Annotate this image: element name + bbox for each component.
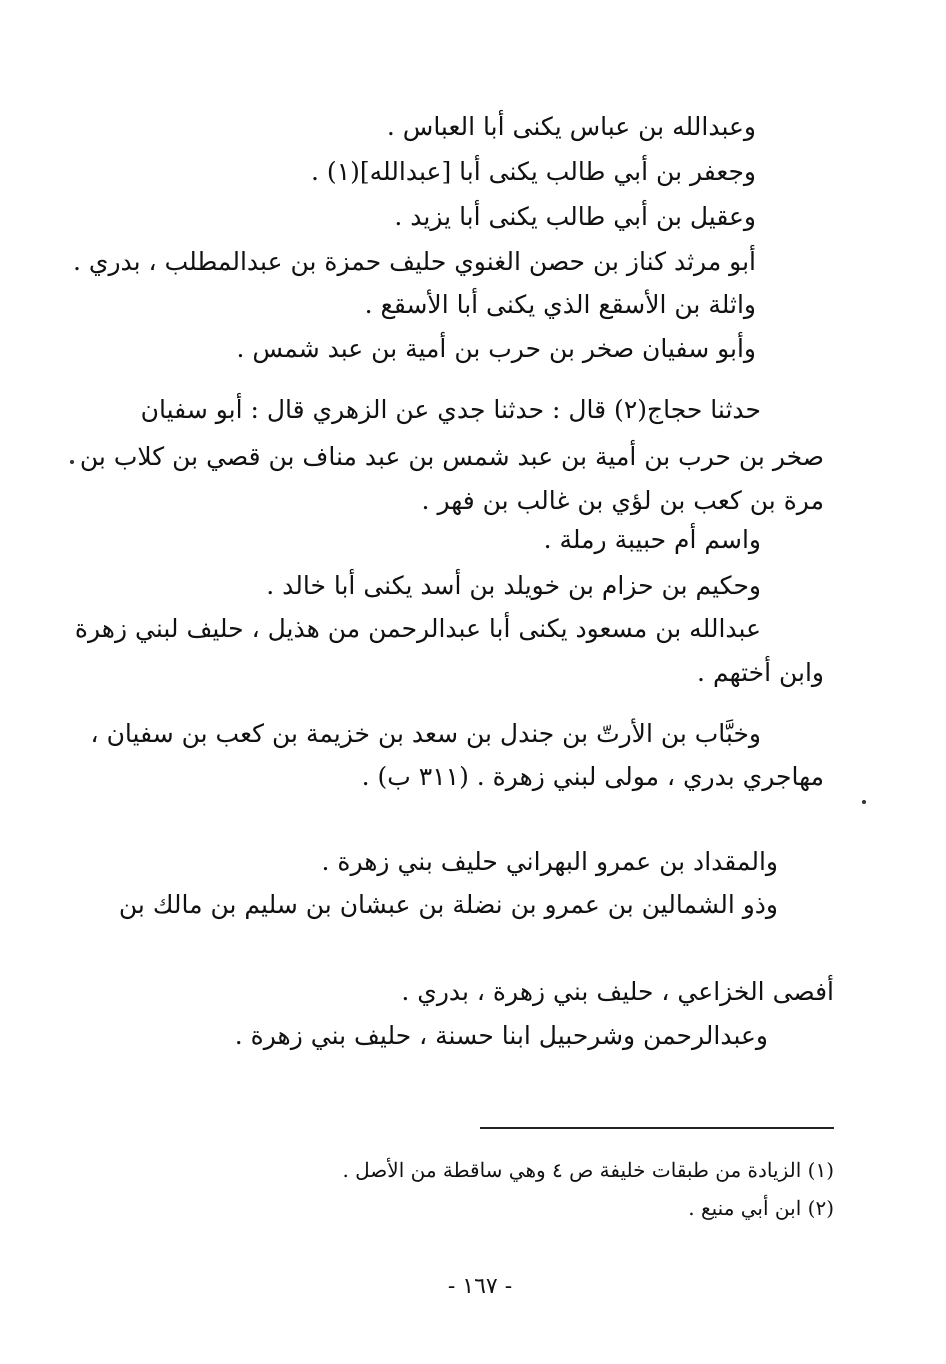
text-line: صخر بن حرب بن أمية بن عبد شمس بن عبد مناف بن قصي بن كلاب بن <box>79 442 824 471</box>
text-line: وعقيل بن أبي طالب يكنى أبا يزيد . <box>394 202 756 231</box>
scan-speck <box>70 460 74 464</box>
page-number: - ١٦٧ - <box>447 1274 513 1299</box>
text-line: والمقداد بن عمرو البهراني حليف بني زهرة . <box>321 847 778 876</box>
text-line: وعبدالرحمن وشرحبيل ابنا حسنة ، حليف بني زهرة . <box>234 1021 768 1050</box>
footnote: (١) الزيادة من طبقات خليفة ص ٤ وهي ساقطة من الأصل . <box>342 1158 834 1182</box>
scan-speck <box>862 800 866 804</box>
text-line: أفصى الخزاعي ، حليف بني زهرة ، بدري . <box>401 977 834 1006</box>
text-line: حدثنا حجاج(٢) قال : حدثنا جدي عن الزهري قال : أبو سفيان <box>140 395 761 424</box>
text-line: مهاجري بدري ، مولى لبني زهرة . (٣١١ ب) . <box>361 762 824 791</box>
text-line: وعبدالله بن عباس يكنى أبا العباس . <box>386 112 756 141</box>
text-line: وابن أختهم . <box>697 658 824 687</box>
footnote-separator <box>480 1127 834 1129</box>
text-line: أبو مرثد كناز بن حصن الغنوي حليف حمزة بن عبدالمطلب ، بدري . <box>73 247 756 276</box>
text-line: واسم أم حبيبة رملة . <box>543 525 761 554</box>
text-line: مرة بن كعب بن لؤي بن غالب بن فهر . <box>421 486 824 515</box>
text-line: عبدالله بن مسعود يكنى أبا عبدالرحمن من هذيل ، حليف لبني زهرة <box>74 614 761 643</box>
footnote: (٢) ابن أبي منيع . <box>688 1196 834 1220</box>
text-line: وخبَّاب بن الأرتّ بن جندل بن سعد بن خزيمة بن كعب بن سفيان ، <box>90 719 761 748</box>
text-line: وأبو سفيان صخر بن حرب بن أمية بن عبد شمس . <box>236 334 756 363</box>
text-line: وجعفر بن أبي طالب يكنى أبا [عبدالله](١) . <box>311 157 756 186</box>
text-line: وحكيم بن حزام بن خويلد بن أسد يكنى أبا خالد . <box>266 571 761 600</box>
text-line: واثلة بن الأسقع الذي يكنى أبا الأسقع . <box>364 290 756 319</box>
text-line: وذو الشمالين بن عمرو بن نضلة بن عبشان بن سليم بن مالك بن <box>118 890 778 919</box>
